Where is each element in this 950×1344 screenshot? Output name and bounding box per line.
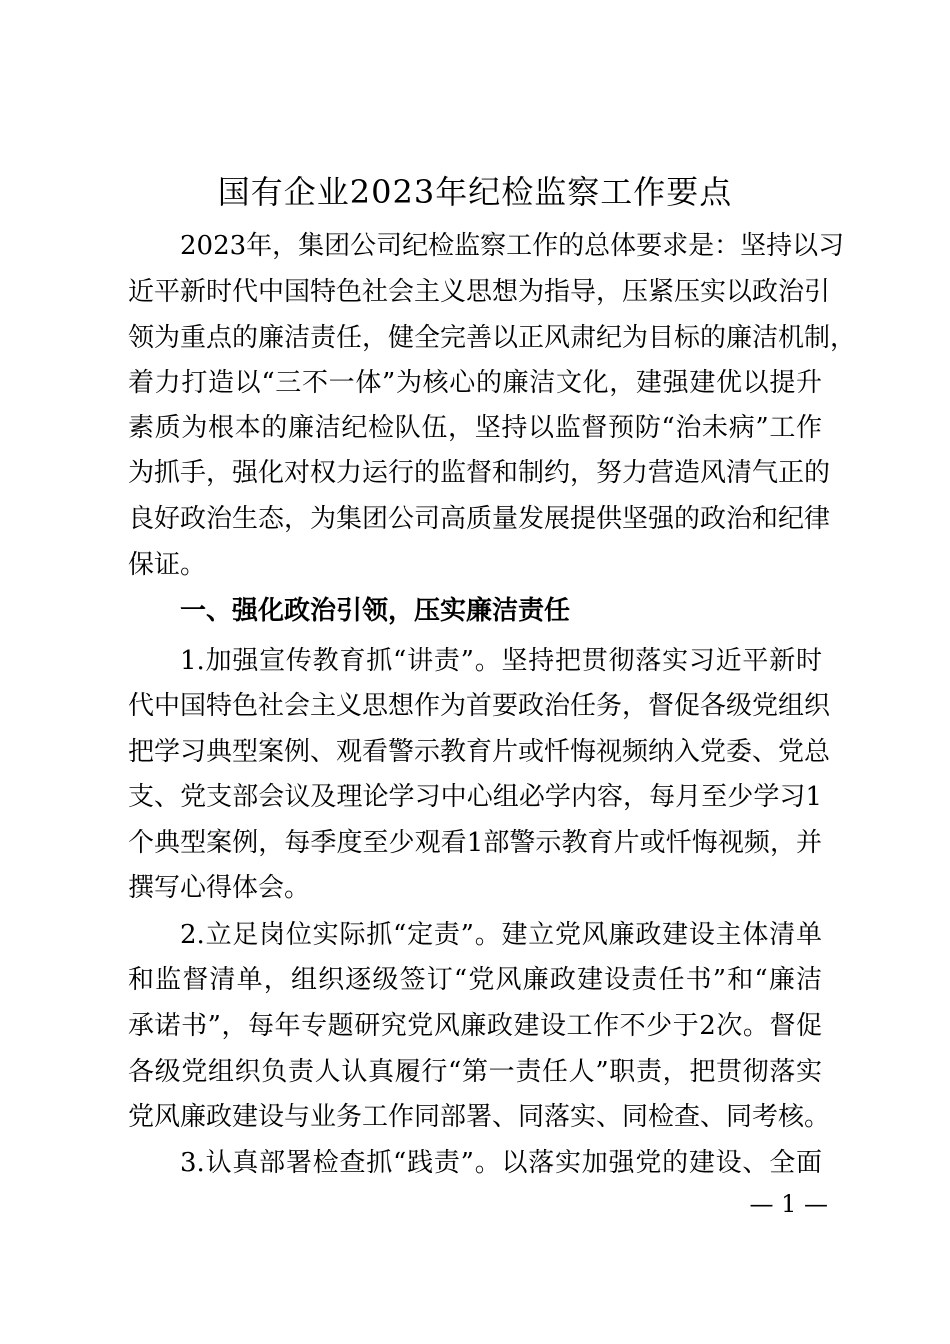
- paragraph-line: 保证。: [128, 550, 207, 580]
- paragraph-line: 把学习典型案例、观看警示教育片或忏悔视频纳入党委、党总: [128, 737, 831, 767]
- section-heading: 一、强化政治引领，压实廉洁责任: [180, 596, 571, 626]
- paragraph-line: 为抓手，强化对权力运行的监督和制约，努力营造风清气正的: [128, 458, 831, 488]
- paragraph-line: 支、党支部会议及理论学习中心组必学内容，每月至少学习1: [128, 782, 822, 812]
- paragraph-line: 2023年，集团公司纪检监察工作的总体要求是：坚持以习: [180, 231, 845, 261]
- paragraph-line: 和监督清单，组织逐级签订“党风廉政建设责任书”和“廉洁: [128, 965, 822, 995]
- document-title: 国有企业2023年纪检监察工作要点: [217, 173, 733, 211]
- paragraph-line: 着力打造以“三不一体”为核心的廉洁文化，建强建优以提升: [128, 368, 822, 398]
- paragraph-line: 2.立足岗位实际抓“定责”。建立党风廉政建设主体清单: [180, 920, 822, 950]
- paragraph-line: 撰写心得体会。: [128, 873, 311, 903]
- paragraph-line: 近平新时代中国特色社会主义思想为指导，压紧压实以政治引: [128, 277, 831, 307]
- paragraph-line: 3.认真部署检查抓“践责”。以落实加强党的建设、全面: [180, 1148, 822, 1178]
- paragraph-line: 承诺书”，每年专题研究党风廉政建设工作不少于2次。督促: [128, 1011, 822, 1041]
- paragraph-line: 1.加强宣传教育抓“讲责”。坚持把贯彻落实习近平新时: [180, 646, 822, 676]
- paragraph-line: 各级党组织负责人认真履行“第一责任人”职责，把贯彻落实: [128, 1057, 822, 1087]
- paragraph-line: 党风廉政建设与业务工作同部署、同落实、同检查、同考核。: [128, 1102, 831, 1132]
- paragraph-line: 代中国特色社会主义思想作为首要政治任务，督促各级党组织: [128, 691, 831, 721]
- paragraph-line: 素质为根本的廉洁纪检队伍，坚持以监督预防“治未病”工作: [128, 413, 822, 443]
- paragraph-line: 个典型案例，每季度至少观看1部警示教育片或忏悔视频，并: [128, 828, 822, 858]
- paragraph-line: 良好政治生态，为集团公司高质量发展提供坚强的政治和纪律: [128, 504, 831, 534]
- paragraph-line: 领为重点的廉洁责任，健全完善以正风肃纪为目标的廉洁机制，: [128, 323, 857, 353]
- page-number: — 1 —: [749, 1190, 828, 1218]
